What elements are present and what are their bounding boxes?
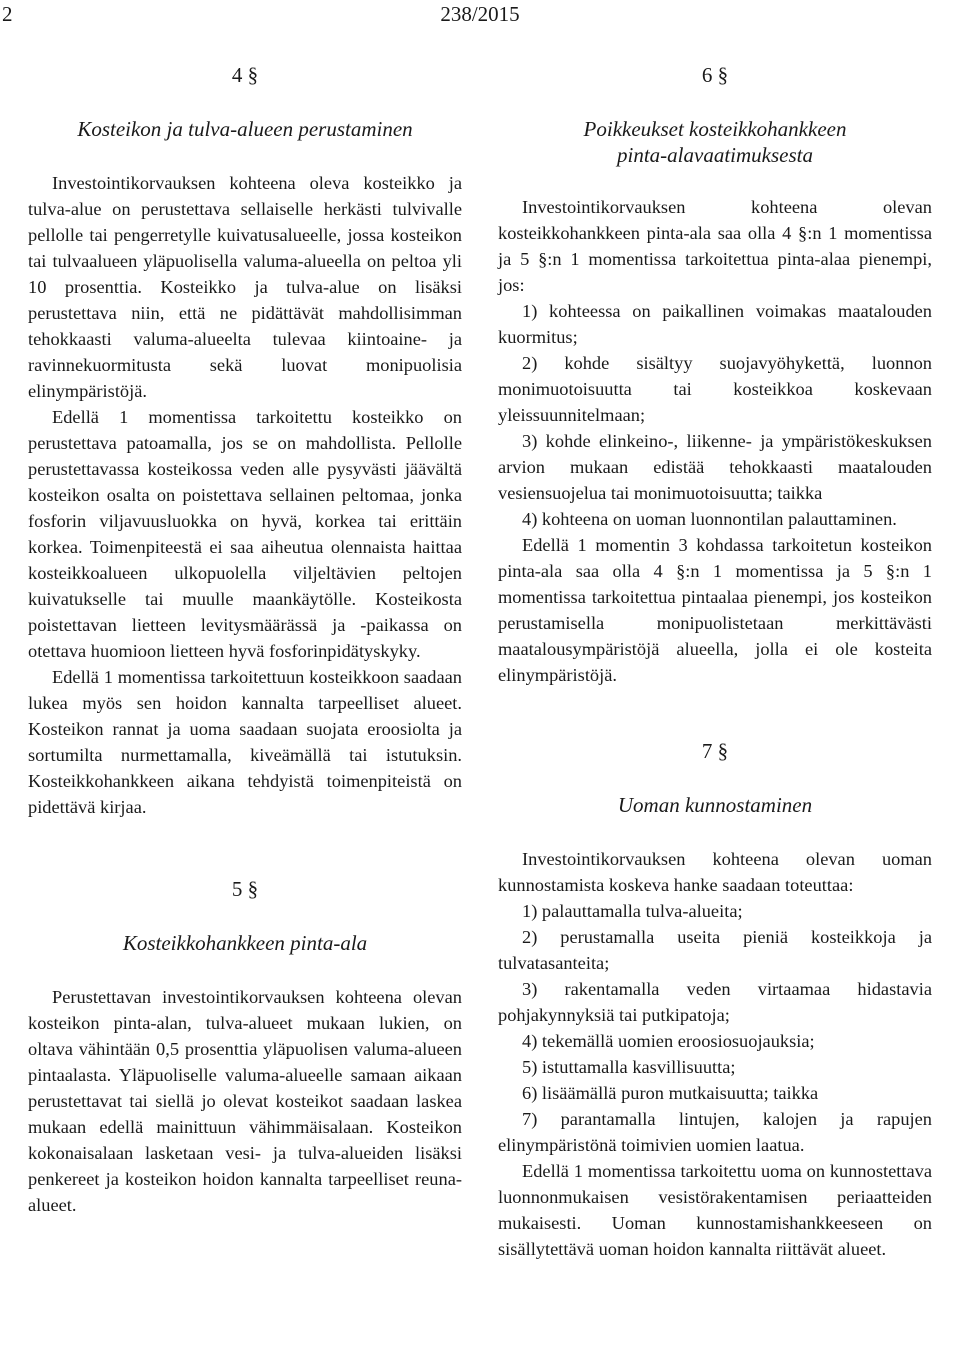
- section-paragraph: Edellä 1 momentin 3 kohdassa tarkoitetun kosteikon pinta-ala saa olla 4 §:n 1 momentissa ja 5 §:n 1 momentissa tarkoitettua pintaalaa pienempi, jos kosteikon perustamisella monipuolistetaan merkittävästi maatalousympäristöjä alueella, jolla ei ole kosteita elinympäristöjä.: [498, 535, 932, 685]
- left-column: [28, 56, 462, 1218]
- section-title-line-1: Poikkeukset kosteikkohankkeen: [583, 117, 847, 141]
- list-item: 7) parantamalla lintujen, kalojen ja rapujen elinympäristönä toimivien uomien laatua.: [498, 1109, 932, 1155]
- section-4: [28, 62, 462, 820]
- section-number: 6 §: [701, 63, 729, 87]
- list-item: 3) kohde elinkeino-, liikenne- ja ympäristökeskuksen arvion mukaan edistää tehokkaasti maatalouden vesiensuojelua tai monimuotoisuutta; taikka: [498, 431, 932, 503]
- section-paragraph: Edellä 1 momentissa tarkoitettu kosteikko on perustettava patoamalla, jos se on mahdollista. Pellolle perustettavassa kosteikossa veden alle pysyvästi jäävältä kosteikon osalta on poistettava sellainen peltomaa, jonka fosforin viljavuusluokka on hyvä, korkea tai erittäin korkea. Toimenpiteestä ei saa aiheutua olennaista haittaa kosteikkoalueen ulkopuolella viljeltävien peltojen kuivatukselle tai muulle maankäytölle. Kosteikosta poistettavan lietteen levitysmäärässä ja -paikassa on otettava huomioon lietteen hyvä fosforinpidätyskyky.: [28, 407, 462, 661]
- section-paragraph: Perustettavan investointikorvauksen kohteena olevan kosteikon pinta-alan, tulva-alueet mukaan lukien, on oltava vähintään 0,5 prosenttia yläpuolisen valuma-alueen pintaalasta. Yläpuoliselle valuma-alueelle samaan aikaan perustettavat tai siellä jo olevat kosteikot saadaan laskea mukaan edellä mainittuun vähimmäisalaan. Kosteikon kokonaisalaan lasketaan vesi- ja tulva-alueiden lisäksi penkereet ja kosteikon hoidon kannalta tarpeelliset reuna-alueet.: [28, 987, 462, 1215]
- list-item: 4) kohteena on uoman luonnontilan palauttaminen.: [522, 509, 897, 529]
- document-number: 238/2015: [440, 2, 520, 26]
- list-item: 4) tekemällä uomien eroosiosuojauksia;: [522, 1031, 815, 1051]
- right-column: [498, 56, 932, 1262]
- section-7: [498, 738, 932, 1262]
- section-intro: Investointikorvauksen kohteena olevan uoman kunnostamista koskeva hanke saadaan toteuttaa:: [498, 849, 932, 895]
- section-title: Kosteikon ja tulva-alueen perustaminen: [77, 117, 413, 141]
- section-title: Kosteikkohankkeen pinta-ala: [122, 931, 368, 955]
- section-number: 7 §: [701, 739, 729, 763]
- list-item: 1) palauttamalla tulva-alueita;: [522, 901, 743, 921]
- section-title-line-2: pinta-alavaatimuksesta: [617, 143, 813, 167]
- page-header: [0, 0, 960, 32]
- list-item: 2) perustamalla useita pieniä kosteikkoja ja tulvatasanteita;: [498, 927, 932, 973]
- section-number: 5 §: [231, 877, 259, 901]
- section-6: [498, 62, 932, 688]
- list-item: 1) kohteessa on paikallinen voimakas maatalouden kuormitus;: [498, 301, 932, 347]
- list-item: 2) kohde sisältyy suojavyöhykettä, luonnon monimuotoisuutta tai kosteikkoa koskevaan yleissuunnitelmaan;: [498, 353, 932, 425]
- section-paragraph: Edellä 1 momentissa tarkoitettu uoma on kunnostettava luonnonmukaisen vesistörakentamisen periaatteiden mukaisesti. Uoman kunnostamishankkeeseen on sisällytettävä uoman hoidon kannalta riittävät alueet.: [498, 1161, 932, 1259]
- section-5: [28, 876, 462, 1218]
- list-item: 5) istuttamalla kasvillisuutta;: [522, 1057, 736, 1077]
- list-item: 6) lisäämällä puron mutkaisuutta; taikka: [522, 1083, 819, 1103]
- page-number: 2: [2, 2, 13, 26]
- list-item: 3) rakentamalla veden virtaamaa hidastavia pohjakynnyksiä tai putkipatoja;: [498, 979, 932, 1025]
- section-number: 4 §: [231, 63, 259, 87]
- section-intro: Investointikorvauksen kohteena olevan kosteikkohankkeen pinta-ala saa olla 4 §:n 1 momentissa ja 5 §:n 1 momentissa tarkoitettua pinta-alaa pienempi, jos:: [498, 197, 932, 295]
- section-title: Uoman kunnostaminen: [617, 793, 813, 817]
- section-paragraph: Investointikorvauksen kohteena oleva kosteikko ja tulva-alue on perustettava sellaiselle herkästi tulvivalle pellolle tai pengerretylle kuivatusalueelle, jossa kosteikon tai tulvaalueen yläpuolisella valuma-alueella on peltoa yli 10 prosenttia. Kosteikko ja tulva-alue on lisäksi perustettava niin, että ne pidättävät mahdollisimman tehokkaasti valuma-alueelta tulevaa kiintoaine- ja ravinnekuormitusta sekä luovat monipuolisia elinympäristöjä.: [28, 173, 462, 401]
- section-paragraph: Edellä 1 momentissa tarkoitettuun kosteikkoon saadaan lukea myös sen hoidon kannalta tarpeelliset alueet. Kosteikon rannat ja uoma saadaan suojata eroosiolta ja sortumilta nurmettamalla, kiveämällä tai istutuksin. Kosteikkohankkeen aikana tehdyistä toimenpiteistä on pidettävä kirjaa.: [28, 667, 462, 817]
